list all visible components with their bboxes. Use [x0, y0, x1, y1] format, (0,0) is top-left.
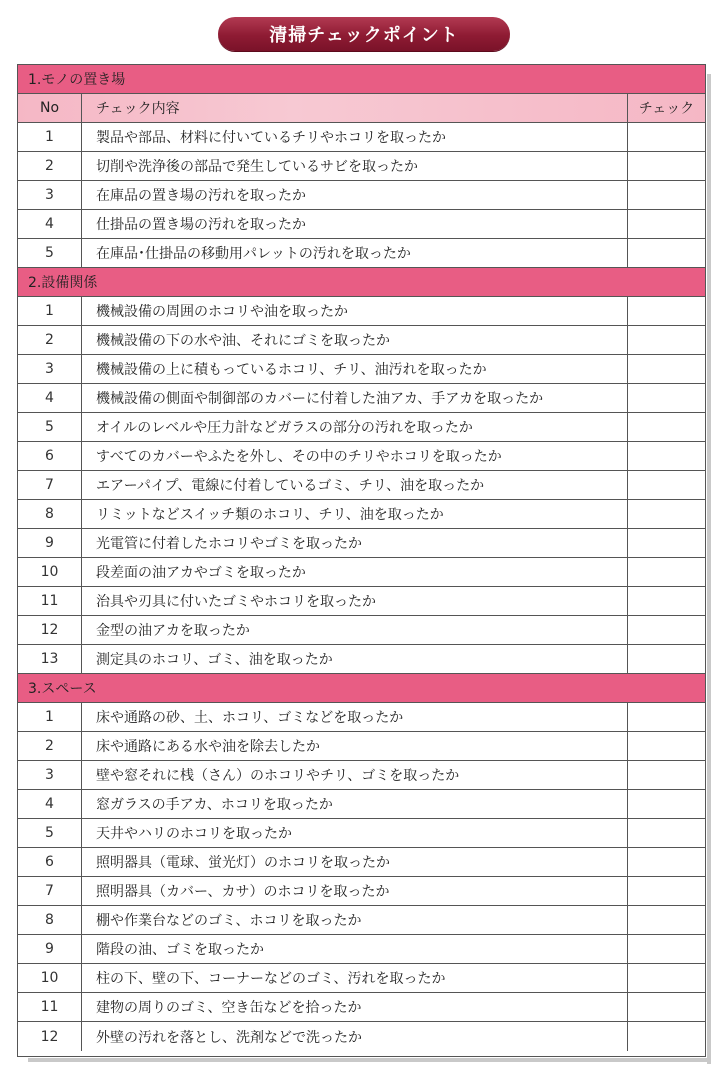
- page-title: 清掃チェックポイント: [218, 17, 510, 51]
- item-text: 外壁の汚れを落とし、洗剤などで洗ったか: [82, 1022, 628, 1051]
- item-text: 壁や窓それに桟（さん）のホコリやチリ、ゴミを取ったか: [82, 761, 628, 789]
- column-header-content: チェック内容: [82, 94, 628, 122]
- table-row: [18, 181, 705, 210]
- table-row: [18, 645, 705, 674]
- table-row: [18, 703, 705, 732]
- item-number: 4: [18, 790, 82, 818]
- item-number: 10: [18, 964, 82, 992]
- check-cell[interactable]: [628, 761, 705, 789]
- column-header-row: [18, 94, 705, 123]
- check-cell[interactable]: [628, 587, 705, 615]
- table-row: [18, 848, 705, 877]
- item-number: 9: [18, 529, 82, 557]
- check-cell[interactable]: [628, 645, 705, 673]
- check-cell[interactable]: [628, 152, 705, 180]
- item-number: 1: [18, 703, 82, 731]
- item-number: 10: [18, 558, 82, 586]
- item-text: 治具や刃具に付いたゴミやホコリを取ったか: [82, 587, 628, 615]
- check-cell[interactable]: [628, 616, 705, 644]
- check-cell[interactable]: [628, 529, 705, 557]
- item-number: 11: [18, 587, 82, 615]
- item-text: 切削や洗浄後の部品で発生しているサビを取ったか: [82, 152, 628, 180]
- item-text: 柱の下、壁の下、コーナーなどのゴミ、汚れを取ったか: [82, 964, 628, 992]
- item-number: 8: [18, 500, 82, 528]
- table-row: [18, 152, 705, 181]
- item-number: 3: [18, 181, 82, 209]
- check-cell[interactable]: [628, 500, 705, 528]
- item-text: 製品や部品、材料に付いているチリやホコリを取ったか: [82, 123, 628, 151]
- check-cell[interactable]: [628, 935, 705, 963]
- item-text: 段差面の油アカやゴミを取ったか: [82, 558, 628, 586]
- check-cell[interactable]: [628, 993, 705, 1021]
- check-cell[interactable]: [628, 1022, 705, 1051]
- check-cell[interactable]: [628, 790, 705, 818]
- check-cell[interactable]: [628, 181, 705, 209]
- item-number: 5: [18, 819, 82, 847]
- item-number: 2: [18, 152, 82, 180]
- table-row: [18, 239, 705, 268]
- table-row: [18, 761, 705, 790]
- table-row: [18, 819, 705, 848]
- item-text: エアーパイプ、電線に付着しているゴミ、チリ、油を取ったか: [82, 471, 628, 499]
- item-number: 4: [18, 210, 82, 238]
- item-text: 測定具のホコリ、ゴミ、油を取ったか: [82, 645, 628, 673]
- table-row: [18, 616, 705, 645]
- item-number: 3: [18, 355, 82, 383]
- check-cell[interactable]: [628, 558, 705, 586]
- check-cell[interactable]: [628, 326, 705, 354]
- item-number: 6: [18, 442, 82, 470]
- item-text: オイルのレベルや圧力計などガラスの部分の汚れを取ったか: [82, 413, 628, 441]
- item-number: 7: [18, 471, 82, 499]
- item-number: 12: [18, 616, 82, 644]
- check-cell[interactable]: [628, 123, 705, 151]
- item-text: 在庫品･仕掛品の移動用パレットの汚れを取ったか: [82, 239, 628, 267]
- table-row: [18, 384, 705, 413]
- item-number: 3: [18, 761, 82, 789]
- check-cell[interactable]: [628, 964, 705, 992]
- check-cell[interactable]: [628, 239, 705, 267]
- table-row: [18, 500, 705, 529]
- item-number: 2: [18, 326, 82, 354]
- check-cell[interactable]: [628, 732, 705, 760]
- item-text: 建物の周りのゴミ、空き缶などを拾ったか: [82, 993, 628, 1021]
- item-text: 棚や作業台などのゴミ、ホコリを取ったか: [82, 906, 628, 934]
- table-row: [18, 326, 705, 355]
- check-cell[interactable]: [628, 413, 705, 441]
- item-text: 機械設備の周囲のホコリや油を取ったか: [82, 297, 628, 325]
- table-row: [18, 442, 705, 471]
- item-text: すべてのカバーやふたを外し、その中のチリやホコリを取ったか: [82, 442, 628, 470]
- item-text: 床や通路にある水や油を除去したか: [82, 732, 628, 760]
- table-row: [18, 297, 705, 326]
- item-number: 13: [18, 645, 82, 673]
- item-number: 1: [18, 123, 82, 151]
- item-number: 6: [18, 848, 82, 876]
- item-number: 7: [18, 877, 82, 905]
- item-text: リミットなどスイッチ類のホコリ、チリ、油を取ったか: [82, 500, 628, 528]
- column-header-no: No: [18, 94, 82, 122]
- sheet-shadow-bottom: [28, 1058, 711, 1062]
- table-row: [18, 558, 705, 587]
- item-text: 金型の油アカを取ったか: [82, 616, 628, 644]
- section-header-2: 2.設備関係: [18, 268, 705, 297]
- item-text: 照明器具（電球、蛍光灯）のホコリを取ったか: [82, 848, 628, 876]
- item-number: 11: [18, 993, 82, 1021]
- check-cell[interactable]: [628, 848, 705, 876]
- item-number: 12: [18, 1022, 82, 1051]
- check-cell[interactable]: [628, 210, 705, 238]
- table-row: [18, 732, 705, 761]
- table-row: [18, 210, 705, 239]
- item-text: 仕掛品の置き場の汚れを取ったか: [82, 210, 628, 238]
- item-number: 9: [18, 935, 82, 963]
- item-text: 在庫品の置き場の汚れを取ったか: [82, 181, 628, 209]
- item-text: 照明器具（カバー、カサ）のホコリを取ったか: [82, 877, 628, 905]
- table-row: [18, 529, 705, 558]
- item-text: 階段の油、ゴミを取ったか: [82, 935, 628, 963]
- item-number: 2: [18, 732, 82, 760]
- item-text: 機械設備の下の水や油、それにゴミを取ったか: [82, 326, 628, 354]
- check-cell[interactable]: [628, 703, 705, 731]
- table-row: [18, 587, 705, 616]
- check-cell[interactable]: [628, 906, 705, 934]
- check-cell[interactable]: [628, 819, 705, 847]
- item-text: 天井やハリのホコリを取ったか: [82, 819, 628, 847]
- section-header-1: 1.モノの置き場: [18, 65, 705, 94]
- table-row: [18, 964, 705, 993]
- item-number: 4: [18, 384, 82, 412]
- item-text: 光電管に付着したホコリやゴミを取ったか: [82, 529, 628, 557]
- check-cell[interactable]: [628, 471, 705, 499]
- item-text: 機械設備の上に積もっているホコリ、チリ、油汚れを取ったか: [82, 355, 628, 383]
- table-row: [18, 993, 705, 1022]
- sheet-shadow-right: [707, 74, 711, 1064]
- table-row: [18, 906, 705, 935]
- item-text: 機械設備の側面や制御部のカバーに付着した油アカ、手アカを取ったか: [82, 384, 628, 412]
- section-header-3: 3.スペース: [18, 674, 705, 703]
- table-row: [18, 355, 705, 384]
- table-row: [18, 471, 705, 500]
- item-number: 8: [18, 906, 82, 934]
- item-number: 5: [18, 239, 82, 267]
- table-row: [18, 1022, 705, 1051]
- item-text: 床や通路の砂、土、ホコリ、ゴミなどを取ったか: [82, 703, 628, 731]
- checklist-table: [17, 64, 706, 1057]
- check-cell[interactable]: [628, 877, 705, 905]
- item-number: 1: [18, 297, 82, 325]
- table-row: [18, 123, 705, 152]
- table-row: [18, 935, 705, 964]
- item-number: 5: [18, 413, 82, 441]
- table-row: [18, 877, 705, 906]
- title-banner: [0, 17, 728, 51]
- item-text: 窓ガラスの手アカ、ホコリを取ったか: [82, 790, 628, 818]
- column-header-check: チェック: [638, 101, 695, 117]
- table-row: [18, 413, 705, 442]
- check-cell[interactable]: [628, 442, 705, 470]
- table-row: [18, 790, 705, 819]
- check-cell[interactable]: [628, 384, 705, 412]
- check-cell[interactable]: [628, 297, 705, 325]
- check-cell[interactable]: [628, 355, 705, 383]
